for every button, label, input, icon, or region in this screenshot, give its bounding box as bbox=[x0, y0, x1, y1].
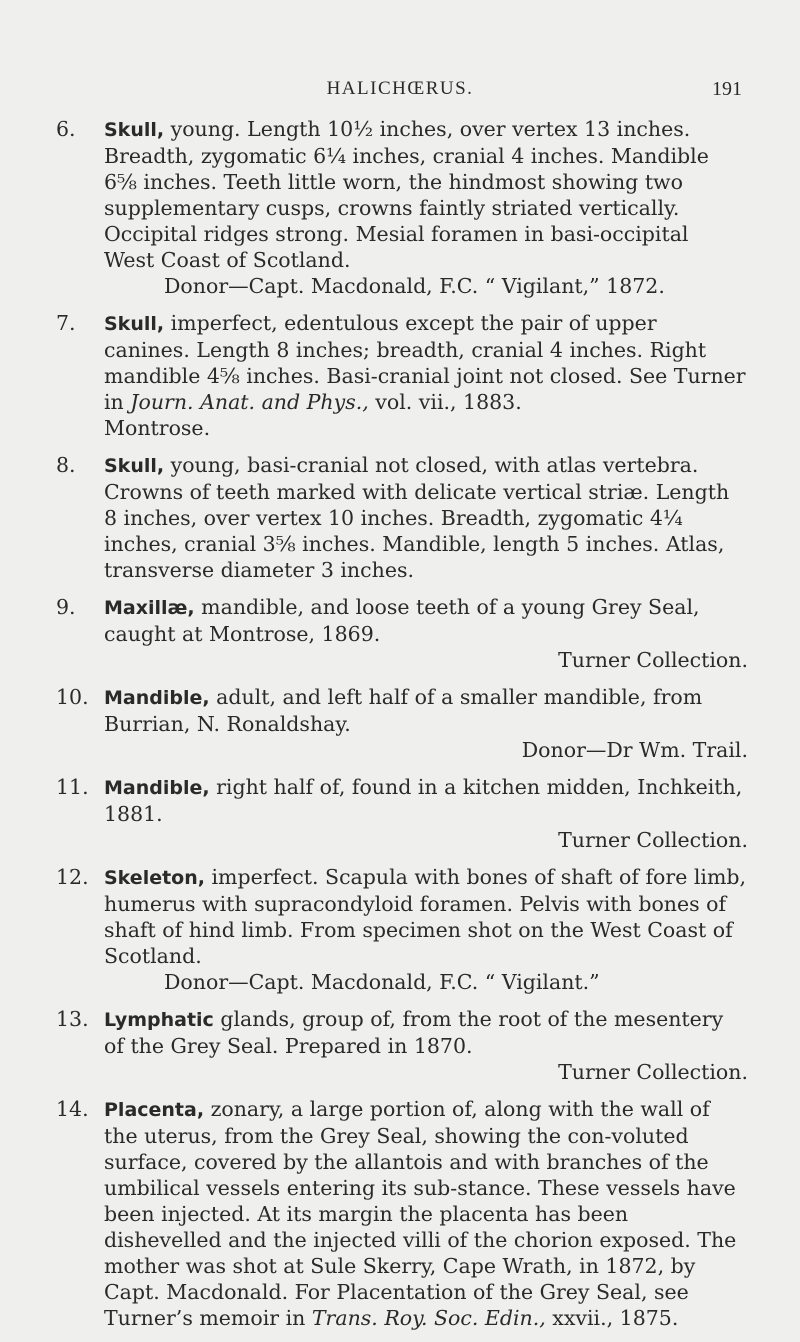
entry-heading: Skeleton, bbox=[104, 867, 205, 889]
entry-number: 8. bbox=[56, 453, 76, 477]
entry-text: glands, group of, from the root of the mesentery of the Grey Seal. Prepared in 1870. bbox=[104, 1007, 724, 1058]
entry-locality: West Coast of Scotland. bbox=[104, 248, 351, 272]
entry-heading: Skull, bbox=[104, 119, 165, 141]
entry-11 bbox=[0, 774, 800, 853]
entry-number: 6. bbox=[56, 117, 76, 141]
entry-10 bbox=[0, 684, 800, 763]
entry-number: 14. bbox=[56, 1097, 89, 1121]
entry-collection: Turner Collection. bbox=[558, 1060, 748, 1084]
entry-heading: Mandible, bbox=[104, 777, 210, 799]
entry-number: 7. bbox=[56, 311, 76, 335]
entry-heading: Skull, bbox=[104, 313, 165, 335]
page-header bbox=[0, 78, 800, 106]
entry-number: 13. bbox=[56, 1007, 89, 1031]
entry-locality: Montrose. bbox=[104, 416, 211, 440]
page-number: 191 bbox=[712, 78, 742, 100]
entry-text: right half of, found in a kitchen midden, Inchkeith, 1881. bbox=[104, 775, 743, 826]
entry-number: 9. bbox=[56, 595, 76, 619]
entry-6 bbox=[0, 116, 800, 299]
entry-heading: Maxillæ, bbox=[104, 597, 195, 619]
entry-text: mandible, and loose teeth of a young Grey Seal, caught at Montrose, 1869. bbox=[104, 595, 700, 646]
entry-text: zonary, a large portion of, along with the wall of the uterus, from the Grey Seal, showing the con-voluted surface, covered by the allantois and with branches of the umbilical vessels entering its sub-stance. These vessels have been injected. At its margin the placenta has been dishevelled and the injected villi of the chorion exposed. The mother was shot at Sule Skerry, Cape Wrath, in 1872, by Capt. Macdonald. For Placentation of the Grey Seal, see Turner’s memoir in bbox=[104, 1097, 737, 1330]
entry-number: 12. bbox=[56, 865, 89, 889]
entry-8 bbox=[0, 452, 800, 583]
entry-collection: Turner Collection. bbox=[558, 648, 748, 672]
running-title: HALICHŒRUS. bbox=[326, 78, 474, 99]
catalogue-entries bbox=[0, 116, 800, 1342]
entry-reference-tail: xxvii., 1875. bbox=[545, 1306, 679, 1330]
entry-text: imperfect. Scapula with bones of shaft of fore limb, humerus with supracondyloid foramen. Pelvis with bones of shaft of hind limb. From specimen shot on the West Coast of Scotland. bbox=[104, 865, 747, 968]
entry-number: 11. bbox=[56, 775, 89, 799]
entry-number: 10. bbox=[56, 685, 89, 709]
entry-14 bbox=[0, 1096, 800, 1331]
entry-7 bbox=[0, 310, 800, 441]
entry-text: young, basi-cranial not closed, with atlas vertebra. Crowns of teeth marked with delicate vertical striæ. Length 8 inches, over vertex 10 inches. Breadth, zygomatic 4¼ inches, cranial 3⅝ inches. Mandible, length 5 inches. Atlas, transverse diameter 3 inches. bbox=[104, 453, 730, 582]
entry-donor: Donor—Dr Wm. Trail. bbox=[521, 738, 748, 762]
entry-reference: Journ. Anat. and Phys., bbox=[130, 390, 369, 414]
entry-heading: Lymphatic bbox=[104, 1009, 214, 1031]
entry-heading: Placenta, bbox=[104, 1099, 205, 1121]
entry-text: young. Length 10½ inches, over vertex 13 inches. Breadth, zygomatic 6¼ inches, cranial 4 inches. Mandible 6⅝ inches. Teeth little worn, the hindmost showing two supplementary cusps, crowns faintly striated vertically. Occipital ridges strong. Mesial foramen in basi-occipital bbox=[104, 117, 709, 246]
entry-heading: Skull, bbox=[104, 455, 165, 477]
entry-9 bbox=[0, 594, 800, 673]
entry-text: adult, and left half of a smaller mandible, from Burrian, N. Ronaldshay. bbox=[104, 685, 703, 736]
entry-text: imperfect, edentulous except the pair of upper canines. Length 8 inches; breadth, cranial 4 inches. Right mandible 4⅝ inches. Basi-cranial joint not closed. See Turner in bbox=[104, 311, 746, 414]
entry-reference: Trans. Roy. Soc. Edin., bbox=[311, 1306, 546, 1330]
entry-collection: Turner Collection. bbox=[558, 828, 748, 852]
entry-heading: Mandible, bbox=[104, 687, 210, 709]
entry-donor: Donor—Capt. Macdonald, F.C. “ Vigilant.” bbox=[164, 970, 600, 994]
entry-reference-tail: vol. vii., 1883. bbox=[368, 390, 522, 414]
entry-donor: Donor—Capt. Macdonald, F.C. “ Vigilant,” 1872. bbox=[164, 274, 665, 298]
entry-12 bbox=[0, 864, 800, 995]
entry-13 bbox=[0, 1006, 800, 1085]
